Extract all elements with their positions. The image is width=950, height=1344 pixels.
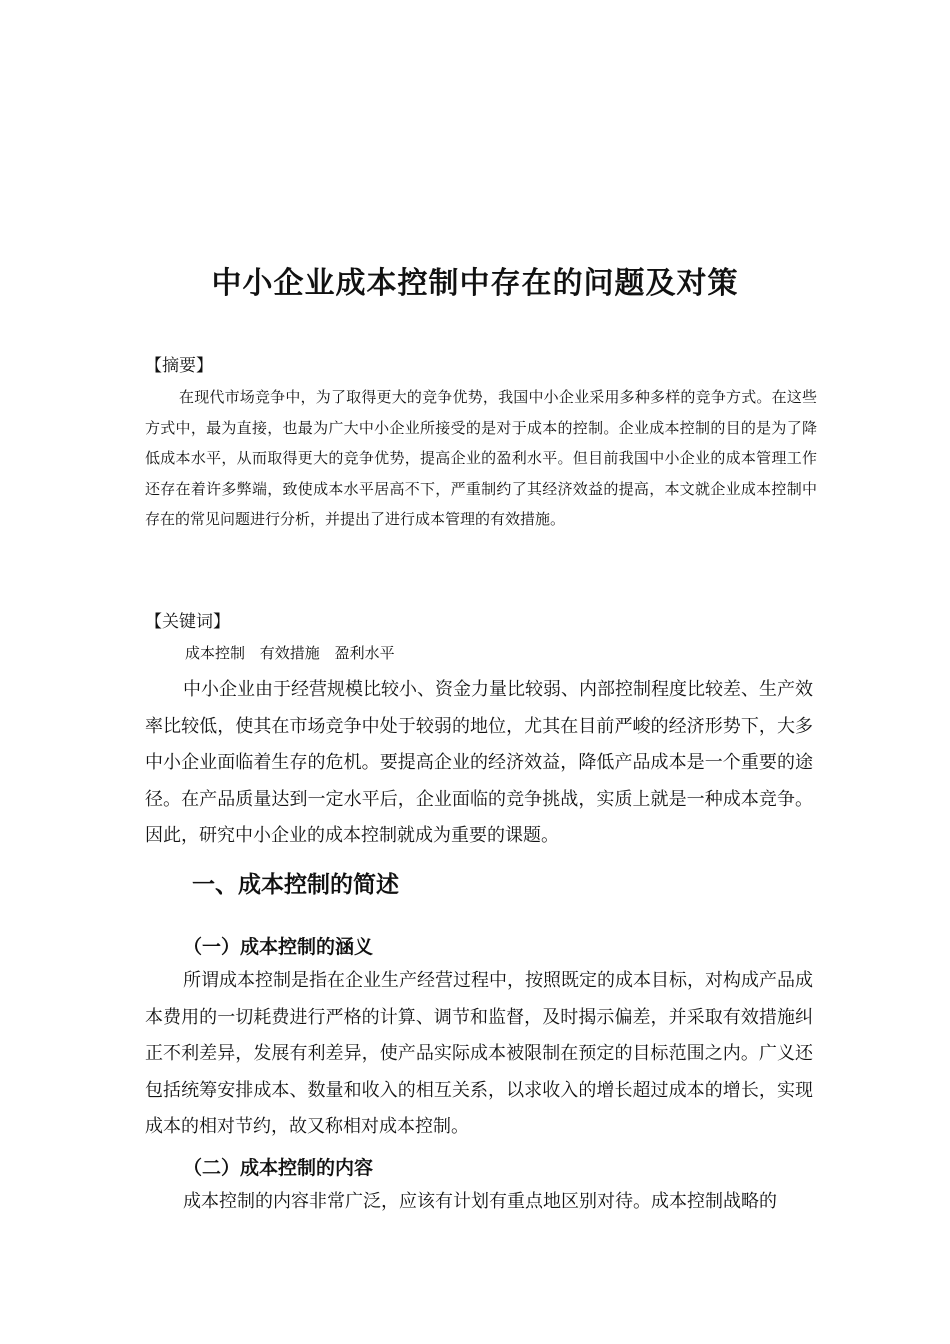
subsection-heading: （二）成本控制的内容 — [183, 1157, 374, 1179]
keyword: 有效措施 — [259, 644, 320, 662]
keywords-label: 【关键词】 — [145, 612, 230, 632]
keyword: 成本控制 — [185, 644, 246, 662]
subsection-paragraph: 成本控制的内容非常广泛，应该有计划有重点地区别对待。成本控制战略的 — [183, 1191, 777, 1212]
keywords-list — [185, 642, 405, 663]
section-heading: 一、成本控制的简述 — [192, 872, 399, 898]
keyword: 盈利水平 — [334, 644, 395, 662]
abstract-label: 【摘要】 — [145, 356, 213, 376]
subsection-heading: （一）成本控制的涵义 — [183, 936, 374, 958]
document-title: 中小企业成本控制中存在的问题及对策 — [211, 266, 739, 301]
abstract-text: 在现代市场竞争中，为了取得更大的竞争优势，我国中小企业采用多种多样的竞争方式。在这些方式中，最为直接，也最为广大中小企业所接受的是对于成本的控制。企业成本控制的目的是为了降低成本水平，从而取得更大的竞争优势，提高企业的盈利水平。但目前我国中小企业的成本管理工作还存在着许多弊端，致使成本水平居高不下，严重制约了其经济效益的提高，本文就企业成本控制中存在的常见问题进行分析，并提出了进行成本管理的有效措施。 — [145, 388, 817, 528]
subsection-paragraph: 所谓成本控制是指在企业生产经营过程中，按照既定的成本目标，对构成产品成本费用的一切耗费进行严格的计算、调节和监督，及时揭示偏差，并采取有效措施纠正不利差异，发展有利差异，使产品实际成本被限制在预定的目标范围之内。广义还包括统筹安排成本、数量和收入的相互关系，以求收入的增长超过成本的增长，实现成本的相对节约，故又称相对成本控制。 — [145, 970, 813, 1137]
intro-paragraph: 中小企业由于经营规模比较小、资金力量比较弱、内部控制程度比较差、生产效率比较低，使其在市场竞争中处于较弱的地位，尤其在目前严峻的经济形势下，大多中小企业面临着生存的危机。要提高企业的经济效益，降低产品成本是一个重要的途径。在产品质量达到一定水平后，企业面临的竞争挑战，实质上就是一种成本竞争。因此，研究中小企业的成本控制就成为重要的课题。 — [145, 679, 813, 846]
